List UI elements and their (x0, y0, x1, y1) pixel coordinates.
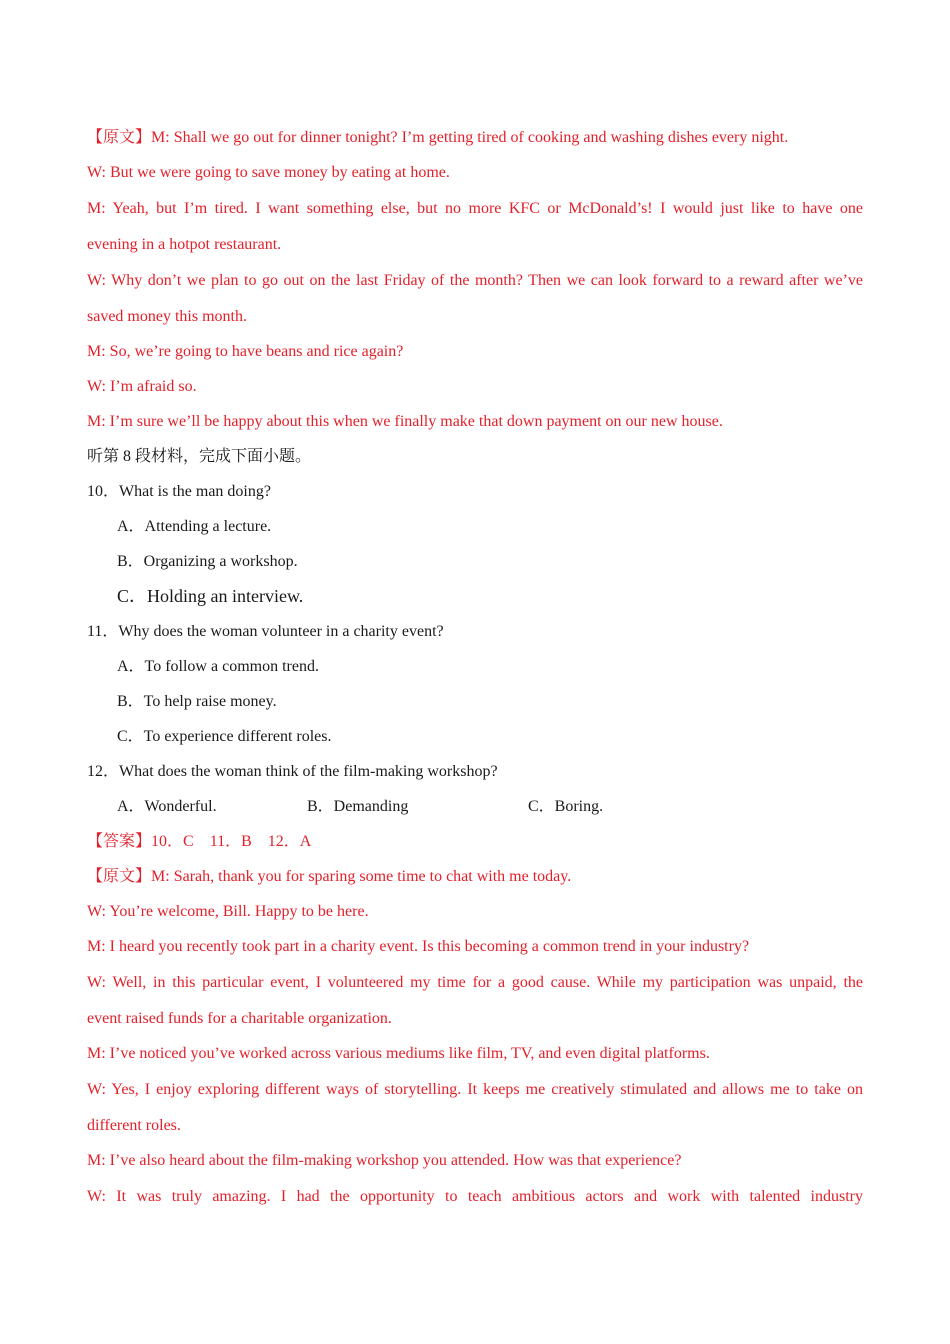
transcript-line: M: I heard you recently took part in a charity event. Is this becoming a common trend in your industry? (87, 938, 750, 955)
transcript-line: W: Yes, I enjoy exploring different ways of storytelling. It keeps me creatively stimulated and allows me to take on (87, 1081, 863, 1098)
question-stem: 11．Why does the woman volunteer in a charity event? (87, 623, 444, 640)
transcript-line: W: But we were going to save money by eating at home. (87, 164, 450, 181)
transcript-line: M: I’ve noticed you’ve worked across various mediums like film, TV, and even digital platforms. (87, 1045, 710, 1062)
transcript-line: 【原文】M: Shall we go out for dinner tonight? I’m getting tired of cooking and washing dishes every night. (87, 129, 789, 146)
question-option: B．Organizing a workshop. (117, 553, 298, 570)
answer-line (87, 824, 863, 859)
question-stem: 10．What is the man doing? (87, 483, 271, 500)
transcript-line: W: You’re welcome, Bill. Happy to be here. (87, 903, 369, 920)
question-option: C．Boring. (528, 798, 604, 815)
transcript-line: W: It was truly amazing. I had the opportunity to teach ambitious actors and work with talented industry (87, 1188, 863, 1205)
question-stem: 12．What does the woman think of the film-making workshop? (87, 763, 498, 780)
question-option: B．Demanding (307, 798, 409, 815)
transcript-line: event raised funds for a charitable organization. (87, 1010, 392, 1027)
question-option: C．Holding an interview. (117, 586, 304, 606)
section-header: 听第 8 段材料，完成下面小题。 (87, 448, 312, 465)
question-option: A．Wonderful. (117, 798, 217, 815)
document-page (87, 120, 863, 1215)
question-options-row (87, 789, 863, 824)
transcript-label: 【原文】 (87, 129, 152, 146)
answer-text: 10．C 11．B 12．A (151, 833, 312, 850)
transcript-line: saved money this month. (87, 308, 247, 325)
transcript-line: evening in a hotpot restaurant. (87, 236, 282, 253)
question-option: A．To follow a common trend. (117, 658, 319, 675)
question-option: B．To help raise money. (117, 693, 277, 710)
question-option: C．To experience different roles. (117, 728, 332, 745)
transcript-line: W: Well, in this particular event, I volunteered my time for a good cause. While my participation was unpaid, the (87, 974, 863, 991)
transcript-line: M: So, we’re going to have beans and rice again? (87, 343, 404, 360)
transcript-line: M: I’ve also heard about the film-making workshop you attended. How was that experience? (87, 1152, 682, 1169)
transcript-line: M: Yeah, but I’m tired. I want something else, but no more KFC or McDonald’s! I would just like to have one (87, 200, 863, 217)
transcript-line: M: I’m sure we’ll be happy about this when we finally make that down payment on our new house. (87, 413, 723, 430)
transcript-line: 【原文】M: Sarah, thank you for sparing some time to chat with me today. (87, 868, 572, 885)
transcript-line: different roles. (87, 1117, 181, 1134)
transcript-line: W: Why don’t we plan to go out on the last Friday of the month? Then we can look forward to a reward after we’ve (87, 272, 863, 289)
transcript-line: W: I’m afraid so. (87, 378, 197, 395)
answer-label: 【答案】 (87, 833, 152, 850)
transcript-label: 【原文】 (87, 868, 152, 885)
question-option: A．Attending a lecture. (117, 518, 272, 535)
